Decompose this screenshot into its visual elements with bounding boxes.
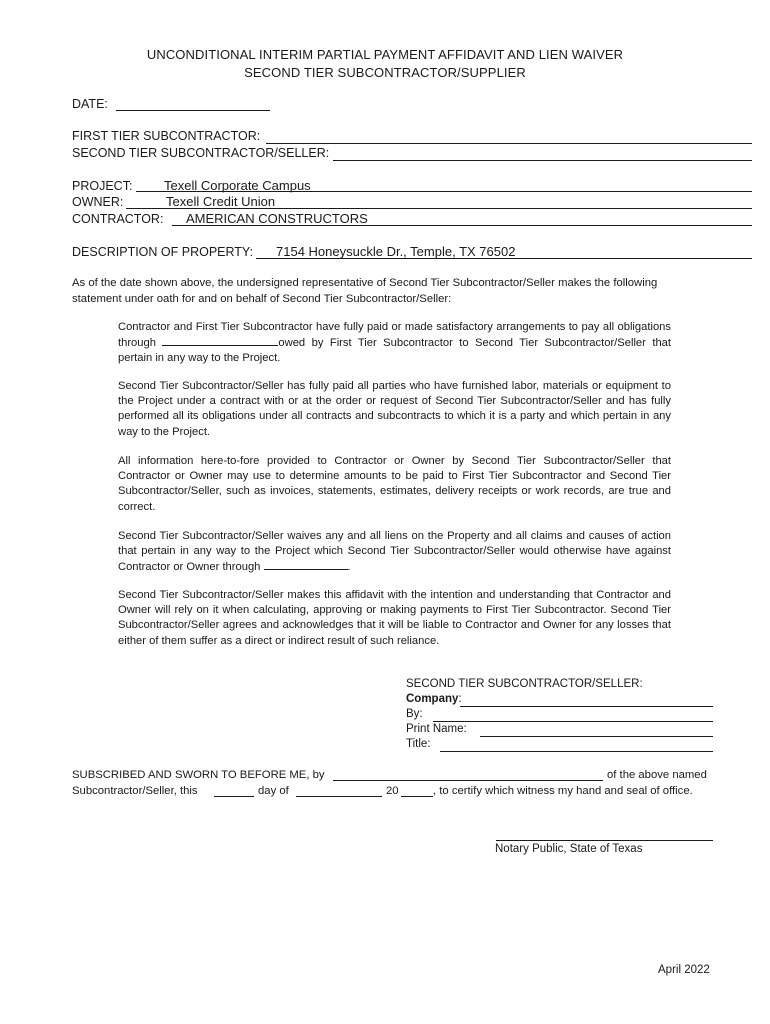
owner-label: OWNER: — [72, 195, 124, 209]
date-label: DATE: — [72, 97, 108, 111]
by-label: By: — [406, 708, 423, 720]
date-field-line[interactable] — [116, 110, 270, 111]
intro-line-2: statement under oath for and on behalf of Second Tier Subcontractor/Seller: — [72, 293, 452, 305]
project-label: PROJECT: — [72, 179, 133, 193]
property-value: 7154 Honeysuckle Dr., Temple, TX 76502 — [276, 244, 516, 259]
project-value: Texell Corporate Campus — [164, 178, 311, 193]
sworn-line-1-a: SUBSCRIBED AND SWORN TO BEFORE ME, by — [72, 769, 325, 781]
first-tier-field-line[interactable] — [266, 143, 752, 144]
first-tier-label: FIRST TIER SUBCONTRACTOR: — [72, 129, 261, 143]
second-tier-field-line[interactable] — [333, 160, 752, 161]
print-name-label: Print Name: — [406, 723, 467, 735]
sworn-line-2-a: Subcontractor/Seller, this — [72, 785, 198, 797]
sworn-day-field-line[interactable] — [214, 796, 254, 797]
sworn-line-2-b: day of — [258, 785, 289, 797]
company-label-text: Company — [406, 693, 459, 705]
signature-heading: SECOND TIER SUBCONTRACTOR/SELLER: — [406, 678, 643, 690]
paragraph-4-text-a: Second Tier Subcontractor/Seller waives any and all liens on the Property and all claims and causes of action that pertain in any way to the Project which Second Tier Subcontractor/Seller would otherwise have against Contractor or Owner through — [118, 530, 671, 574]
notary-signature-line[interactable] — [496, 840, 713, 841]
sworn-year-field-line[interactable] — [401, 796, 433, 797]
sworn-line-1-b: of the above named — [607, 769, 707, 781]
sworn-month-field-line[interactable] — [296, 796, 382, 797]
document-subtitle: SECOND TIER SUBCONTRACTOR/SUPPLIER — [244, 65, 526, 80]
paragraph-lien-waiver — [118, 529, 671, 576]
notary-label: Notary Public, State of Texas — [495, 843, 643, 855]
sworn-by-field-line[interactable] — [333, 780, 603, 781]
property-label: DESCRIPTION OF PROPERTY: — [72, 245, 254, 259]
owner-value: Texell Credit Union — [166, 194, 276, 209]
company-colon: : — [458, 693, 462, 705]
waiver-through-date-blank[interactable] — [264, 559, 348, 570]
paragraph-1-text-b: owed by First Tier Subcontractor to Second Tier Subcontractor/Seller that pertain in any way to the Project. — [118, 337, 671, 365]
contractor-label: CONTRACTOR: — [72, 212, 164, 226]
title-label: Title: — [406, 738, 431, 750]
paragraph-reliance: Second Tier Subcontractor/Seller makes this affidavit with the intention and understanding that Contractor and Owner will rely on it when calculating, approving or making payments to First Tier Subcontractor. Second Tier Subcontractor/Seller agrees and acknowledges that it will be liable to Contractor and Owner for any losses that either of them suffer as a direct or indirect result of such reliance. — [118, 589, 671, 647]
paragraph-1-text-a: Contractor and First Tier Subcontractor have fully paid or made satisfactory arrangements to pay all obligations through — [118, 321, 671, 350]
paragraph-parties-paid: Second Tier Subcontractor/Seller has fully paid all parties who have furnished labor, materials or equipment to the Project under a contract with or at the order or request of Second Tier Subcontractor/Seller and has fully performed all its obligations under all contracts and subcontracts to which it is a party and which pertain in any way to the Project. — [118, 380, 671, 438]
sworn-line-2-c: 20 — [386, 785, 399, 797]
company-label — [406, 693, 462, 705]
title-field-line[interactable] — [440, 751, 713, 752]
through-date-blank[interactable] — [162, 335, 278, 346]
company-field-line[interactable] — [460, 706, 713, 707]
document-title: UNCONDITIONAL INTERIM PARTIAL PAYMENT AFFIDAVIT AND LIEN WAIVER — [146, 47, 624, 62]
footer-date: April 2022 — [658, 964, 710, 976]
contractor-value: AMERICAN CONSTRUCTORS — [186, 211, 368, 226]
paragraph-4-text-b: . — [347, 561, 351, 574]
intro-line-1: As of the date shown above, the undersigned representative of Second Tier Subcontractor/Seller makes the following — [72, 277, 658, 289]
second-tier-label: SECOND TIER SUBCONTRACTOR/SELLER: — [72, 146, 330, 160]
sworn-line-2-d: , to certify which witness my hand and seal of office. — [433, 785, 693, 797]
by-field-line[interactable] — [433, 721, 713, 722]
print-name-field-line[interactable] — [480, 736, 713, 737]
paragraph-information-true: All information here-to-fore provided to Contractor or Owner by Second Tier Subcontractor/Seller that Contractor or Owner may use to determine amounts to be paid to First Tier Subcontractor and Second Tier Subcontractor/Seller, such as invoices, statements, estimates, delivery receipts or work records, are true and correct. — [118, 455, 671, 513]
paragraph-payment-obligations — [118, 320, 671, 367]
